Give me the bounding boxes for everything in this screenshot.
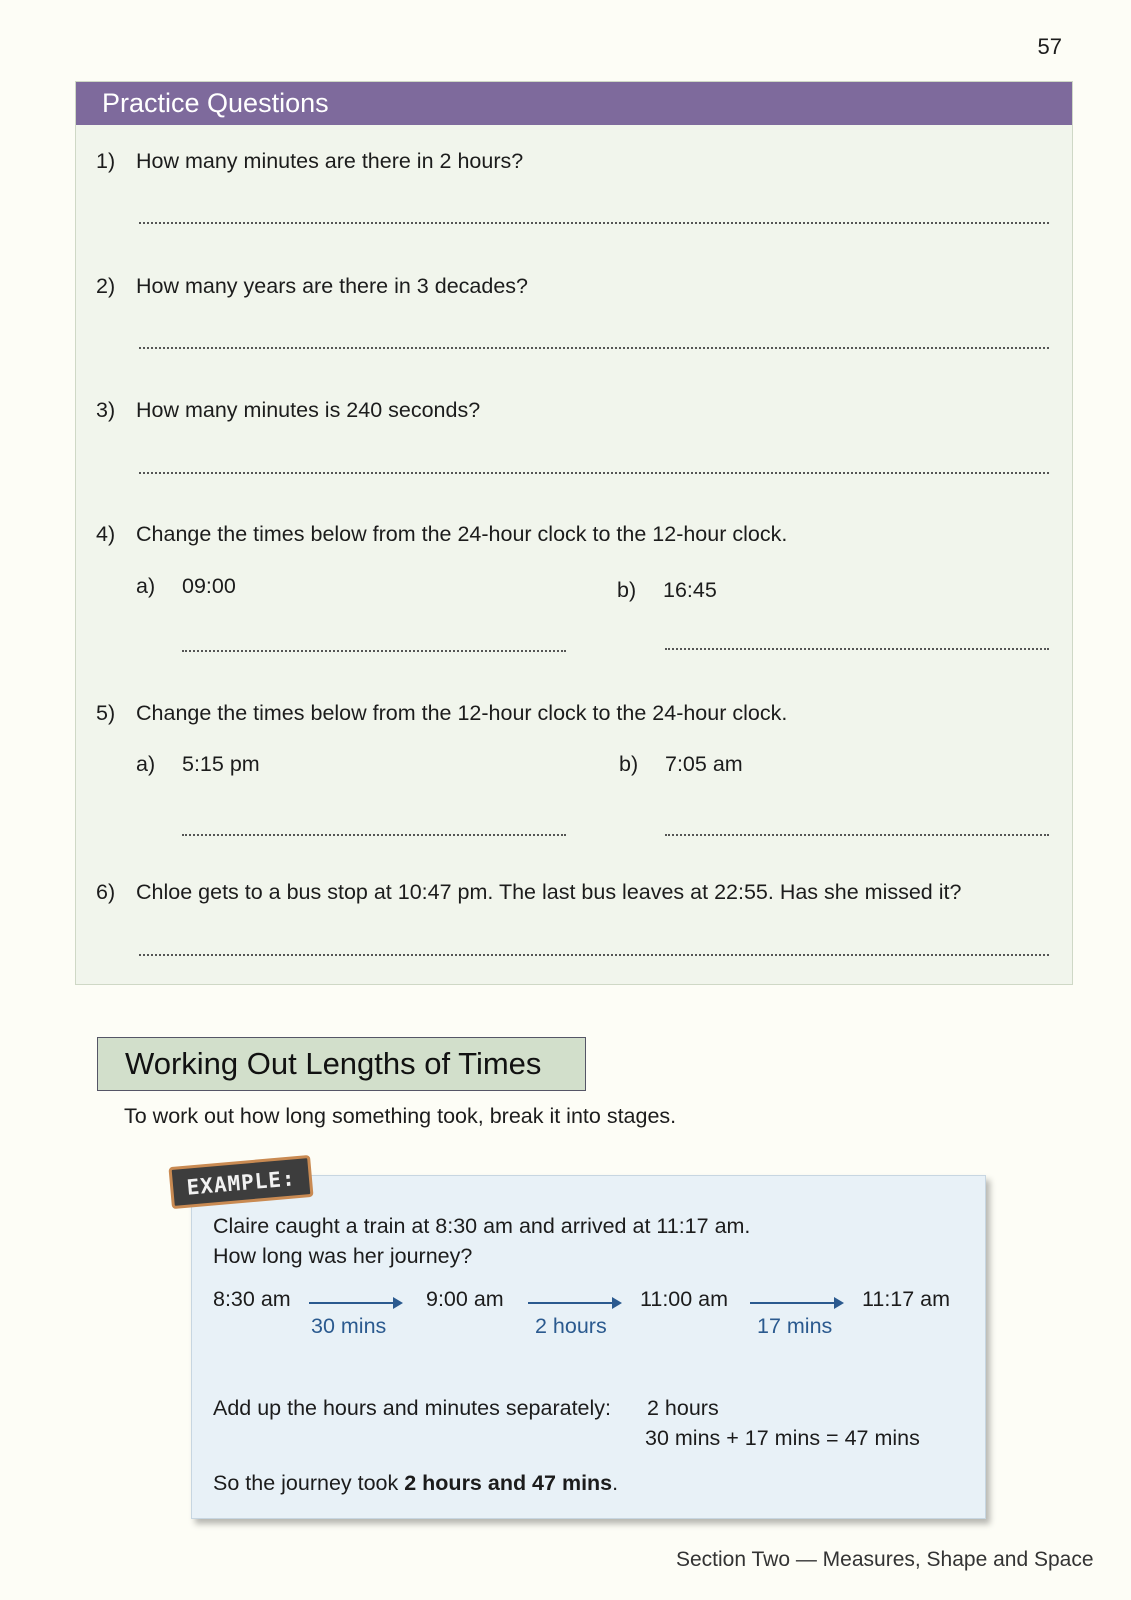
time-stage-2: 11:00 am <box>640 1287 729 1311</box>
example-line-2: How long was her journey? <box>213 1244 473 1268</box>
answer-line-5b[interactable] <box>665 834 1049 836</box>
part-label: b) <box>617 578 637 602</box>
page-number: 57 <box>1037 34 1062 59</box>
arrow-right-icon <box>528 1302 620 1304</box>
time-stage-1: 9:00 am <box>426 1287 504 1311</box>
question-text: Change the times below from the 24-hour clock to the 12-hour clock. <box>136 522 788 546</box>
example-badge: EXAMPLE: <box>168 1155 313 1209</box>
question-text: How many years are there in 3 decades? <box>136 274 528 298</box>
answer-line-6[interactable] <box>139 954 1049 956</box>
part-value: 16:45 <box>663 578 717 602</box>
answer-line-2[interactable] <box>139 347 1049 349</box>
conclusion-prefix: So the journey took <box>213 1471 405 1495</box>
conclusion-answer: 2 hours and 47 mins <box>404 1471 613 1495</box>
answer-line-3[interactable] <box>139 472 1049 474</box>
footer-section: Section Two — Measures, Shape and Space <box>676 1548 1094 1571</box>
section-title: Working Out Lengths of Times <box>97 1037 586 1091</box>
part-label: b) <box>619 752 639 776</box>
part-value: 7:05 am <box>665 752 743 776</box>
duration-1: 30 mins <box>311 1314 387 1338</box>
answer-line-5a[interactable] <box>182 834 566 836</box>
duration-3: 17 mins <box>757 1314 833 1338</box>
add-up-label: Add up the hours and minutes separately: <box>213 1396 612 1420</box>
part-label: a) <box>136 752 156 776</box>
arrow-right-icon <box>750 1302 842 1304</box>
question-number: 4) <box>96 522 116 546</box>
arrow-right-icon <box>309 1302 401 1304</box>
part-value: 5:15 pm <box>182 752 260 776</box>
practice-header: Practice Questions <box>76 82 1072 125</box>
example-line-1: Claire caught a train at 8:30 am and arrived at 11:17 am. <box>213 1214 751 1238</box>
question-number: 2) <box>96 274 116 298</box>
question-text: How many minutes is 240 seconds? <box>136 398 481 422</box>
question-text: How many minutes are there in 2 hours? <box>136 149 524 173</box>
part-label: a) <box>136 574 156 598</box>
section-intro: To work out how long something took, break it into stages. <box>124 1104 677 1128</box>
question-number: 1) <box>96 149 116 173</box>
duration-2: 2 hours <box>535 1314 607 1338</box>
question-text: Change the times below from the 12-hour clock to the 24-hour clock. <box>136 701 788 725</box>
question-number: 3) <box>96 398 116 422</box>
add-up-hours: 2 hours <box>647 1396 719 1420</box>
question-text: Chloe gets to a bus stop at 10:47 pm. The last bus leaves at 22:55. Has she missed it? <box>136 880 962 904</box>
time-end: 11:17 am <box>862 1287 951 1311</box>
add-up-mins: 30 mins + 17 mins = 47 mins <box>645 1426 920 1450</box>
conclusion-suffix: . <box>612 1471 619 1495</box>
answer-line-1[interactable] <box>139 222 1049 224</box>
question-number: 6) <box>96 880 116 904</box>
answer-line-4b[interactable] <box>665 648 1049 650</box>
answer-line-4a[interactable] <box>182 650 566 652</box>
conclusion <box>213 1471 618 1496</box>
part-value: 09:00 <box>182 574 236 598</box>
time-start: 8:30 am <box>213 1287 291 1311</box>
question-number: 5) <box>96 701 116 725</box>
